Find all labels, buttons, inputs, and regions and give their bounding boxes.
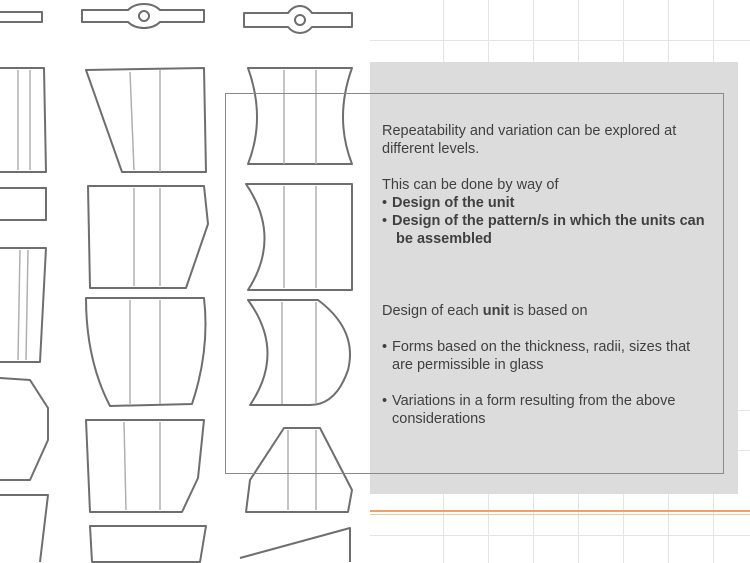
unit-sketch xyxy=(0,188,46,220)
grid-line xyxy=(738,450,750,451)
unit-sketch xyxy=(86,420,204,512)
bullet-text-continued: are permissible in glass xyxy=(392,357,544,373)
unit-sketch xyxy=(0,248,46,362)
accent-line xyxy=(370,510,750,512)
bullet-item xyxy=(382,212,722,230)
unit-sketch xyxy=(86,298,206,406)
bullet-item xyxy=(382,338,722,356)
lead-bold-text: unit xyxy=(482,303,510,319)
bullet-mark: • xyxy=(382,339,388,355)
unit-sketch xyxy=(240,528,350,562)
connector-sketch xyxy=(244,6,352,33)
bullet-mark: • xyxy=(382,213,388,229)
unit-design-lead xyxy=(382,302,722,320)
bullet-mark: • xyxy=(382,393,388,409)
bullet-text-continued: be assembled xyxy=(396,231,492,247)
bullet-item xyxy=(382,392,722,410)
connector-sketch xyxy=(82,4,204,28)
grid-line xyxy=(370,40,750,41)
bullet-mark: • xyxy=(382,195,388,211)
bullet-text: Design of the pattern/s in which the units can xyxy=(392,213,705,229)
intro-line: different levels. xyxy=(382,141,480,157)
connector-hole-sketch xyxy=(139,11,149,21)
unit-sketch xyxy=(88,186,208,288)
connector-hole-sketch xyxy=(295,15,305,25)
bullet-text: Design of the unit xyxy=(392,195,515,211)
unit-sketch xyxy=(90,526,206,562)
unit-sketch xyxy=(0,495,48,562)
grid-line xyxy=(370,535,750,536)
connector-sketch xyxy=(0,12,42,22)
bullet-text-continued: considerations xyxy=(392,411,486,427)
intro-line: Repeatability and variation can be explored at xyxy=(382,123,677,139)
lead-text: Design of each xyxy=(382,303,483,319)
grid-line xyxy=(738,410,750,411)
bullet-item xyxy=(382,194,722,212)
unit-sketch xyxy=(0,68,46,172)
lead-text: is based on xyxy=(509,303,588,319)
slide-text xyxy=(382,122,722,428)
unit-sketch xyxy=(86,68,206,172)
unit-sketch xyxy=(0,378,48,480)
bullet-text: Variations in a form resulting from the above xyxy=(392,393,676,409)
ways-lead: This can be done by way of xyxy=(382,177,559,193)
accent-line xyxy=(370,514,750,515)
bullet-text: Forms based on the thickness, radii, sizes that xyxy=(392,339,691,355)
